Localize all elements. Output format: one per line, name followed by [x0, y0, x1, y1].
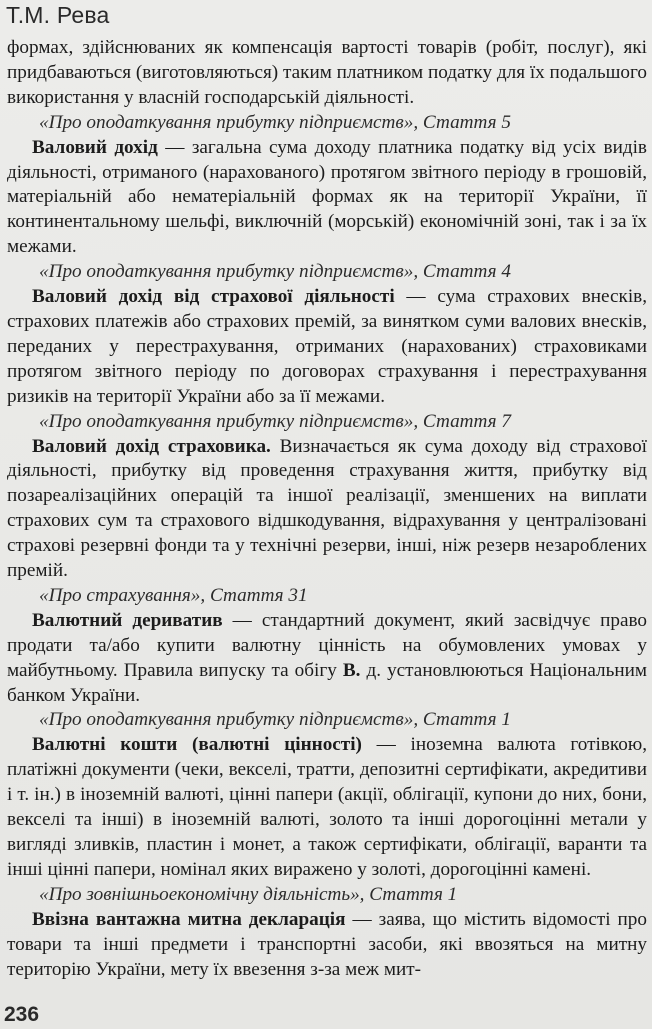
source-citation: «Про оподаткування прибутку підприємств», Стаття 7	[39, 410, 511, 432]
glossary-entry	[7, 609, 647, 709]
entry-definition: — стандартний документ, який засвідчує право продати та/або купити валютну цінність на обумовлених умовах у майбутньому. Правила випуску та обігу	[7, 609, 647, 681]
entry-term: Ввізна вантажна митна декларація	[32, 908, 346, 930]
page-number: 236	[4, 1003, 40, 1026]
glossary-entry	[7, 908, 647, 983]
entry-term: Валютні кошти (валютні цінності)	[32, 734, 362, 756]
entry-definition: — загальна сума доходу платника податку від усіх видів діяльності, отриманого (нарахованого) протягом звітного періоду в грошовій, матеріальній або нематеріальній формах як на території України, її континентальному шельфі, виключній (морській) економічній зоні, так і за їх межами.	[7, 136, 647, 258]
source-citation: «Про оподаткування прибутку підприємств», Стаття 4	[39, 261, 511, 283]
glossary-text	[7, 36, 647, 982]
source-citation: «Про оподаткування прибутку підприємств», Стаття 5	[39, 111, 511, 133]
source-citation: «Про страхування», Стаття 31	[39, 584, 308, 606]
entry-definition: — заява, що містить відомості про товари та інші предмети і транспортні засоби, які ввозяться на митну територію України, мету їх ввезення з-за меж мит-	[7, 908, 647, 980]
glossary-entry	[7, 733, 647, 882]
source-citation: «Про зовнішньоекономічну діяльність», Стаття 1	[39, 883, 458, 905]
entry-definition: Визначається як сума доходу від страхової діяльності, прибутку від проведення страхування життя, прибутку від позареалізаційних операцій та іншої реалізації, зменшених на виплати страхових сум та страхового відшкодування, відрахування у централізовані страхові резервні фонди та у технічні резерви, інші, ніж резерв незароблених премій.	[7, 435, 648, 582]
glossary-entry	[7, 435, 647, 584]
entry-definition-end: д. установлюються Національним банком України.	[7, 659, 648, 706]
entry-term: Валютний дериватив	[32, 609, 223, 631]
entry-term: Валовий дохід від страхової діяльності	[32, 286, 395, 308]
entry-abbreviation: В.	[342, 659, 361, 681]
glossary-entry	[7, 136, 647, 261]
glossary-entry	[7, 285, 647, 410]
entry-term: Валовий дохід страховика.	[32, 435, 271, 457]
source-citation: «Про оподаткування прибутку підприємств», Стаття 1	[39, 709, 511, 731]
entry-definition: — іноземна валюта готівкою, платіжні документи (чеки, векселі, тратти, депозитні сертифікати, акредитиви і т. ін.) в іноземній валюті, цінні папери (акції, облігації, купони до них, бони, векселі та інші) в іноземній валюті, золото та інші дорогоцінні метали у вигляді зливків, пластин і монет, а також сертифікати, облігації, варанти та інші цінні папери, номінал яких виражено у золоті, дорогоцінні камені.	[7, 734, 647, 880]
running-header-author: Т.М. Рева	[6, 2, 110, 28]
entry-term: Валовий дохід	[32, 136, 158, 158]
entry-definition: — сума страхових внесків, страхових платежів або страхових премій, за винятком суми валових внесків, переданих у перестрахування, отриманих (нарахованих) страховиками протягом звітного періоду по договорах страхування і перестрахування ризиків на території України або за її межами.	[7, 286, 648, 407]
continuation-paragraph: формах, здійснюваних як компенсація вартості товарів (робіт, послуг), які придбаваються (виготовляються) таким платником податку для їх подальшого використання у власній господарській діяльності.	[7, 37, 647, 108]
